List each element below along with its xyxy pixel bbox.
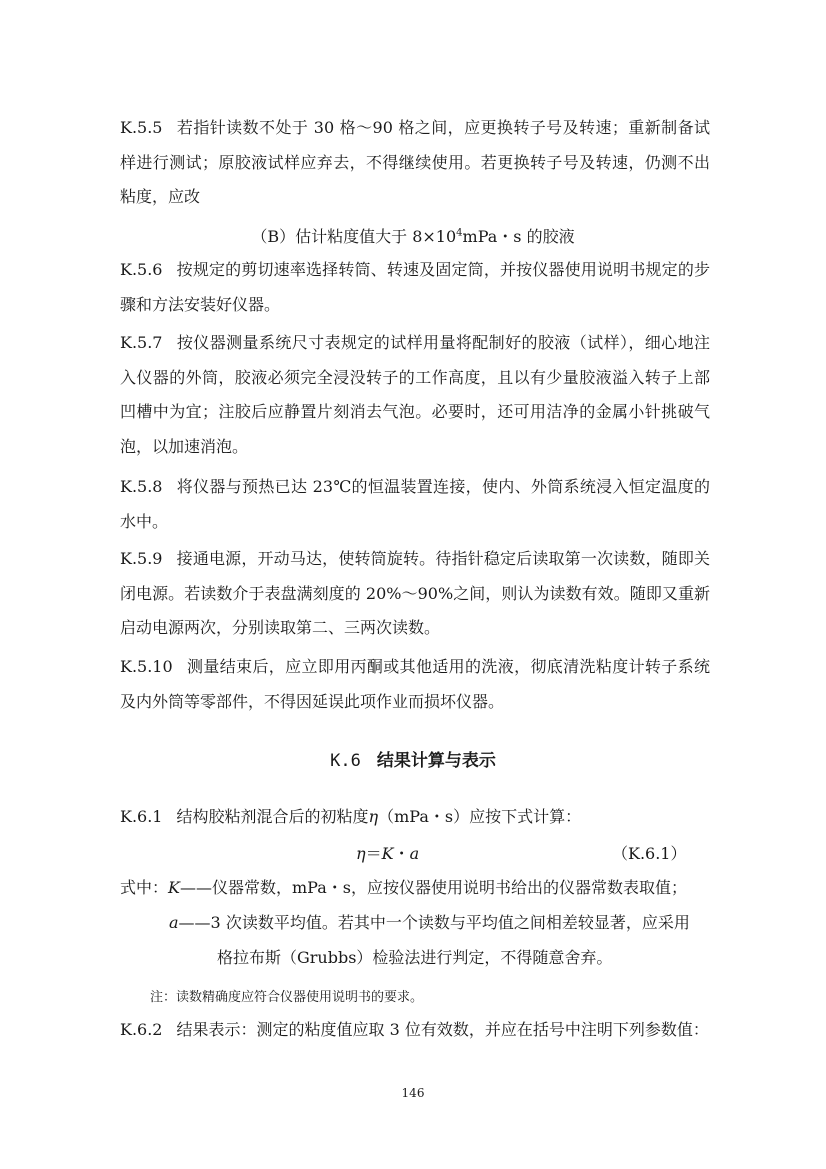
clause-text: 将仪器与预热已达 23℃的恒温装置连接，使内、外筒系统浸入恒定温度的水中。 (120, 477, 710, 531)
section-title: 结果计算与表示 (376, 751, 496, 771)
clause-k5-6 (120, 253, 710, 322)
clause-number: K.5.5 (120, 118, 163, 137)
clause-text-a: 结构胶粘剂混合后的初粘度 (176, 807, 369, 826)
formula-a: a (409, 844, 420, 863)
formula-dot: ・ (393, 844, 410, 863)
definition-a-text: ——3 次读数平均值。若其中一个读数与平均值之间相差较显著，应采用 (178, 913, 690, 932)
definition-k-symbol: K (168, 878, 180, 897)
clause-text: 若指针读数不处于 30 格～90 格之间，应更换转子号及转速；重新制备试样进行测试；原胶液试样应弃去，不得继续使用。若更换转子号及转速，仍测不出粘度，应改 (120, 118, 710, 206)
formula-equals: ＝ (365, 844, 382, 863)
subheading-b (0, 224, 826, 247)
clause-number: K.5.9 (120, 549, 163, 568)
definition-prefix: 式中： (120, 878, 169, 897)
definition-k-text: ——仪器常数，mPa・s，应按仪器使用说明书给出的仪器常数表取值； (179, 878, 687, 897)
clause-text: 按仪器测量系统尺寸表规定的试样用量将配制好的胶液（试样），细心地注入仪器的外筒，胶液必须完全浸没转子的工作高度，且以有少量胶液溢入转子上部凹槽中为宜；注胶后应静置片刻消去气泡。必要时，还可用洁净的金属小针挑破气泡，以加速消泡。 (120, 333, 710, 456)
clause-number: K.5.6 (120, 260, 163, 279)
clause-number: K.6.2 (120, 1020, 163, 1039)
clause-k5-5 (120, 111, 710, 215)
formula-lhs: η (356, 844, 366, 863)
clause-text: 结果表示：测定的粘度值应取 3 位有效数，并应在括号中注明下列参数值： (176, 1020, 709, 1039)
eta-symbol: η (368, 807, 379, 826)
note: 注：读数精确度应符合仪器使用说明书的要求。 (150, 990, 424, 1005)
clause-number: K.5.10 (120, 657, 173, 676)
clause-text: 测量结束后，应立即用丙酮或其他适用的洗液，彻底清洗粘度计转子系统及内外筒等零部件，不得因延误此项作业而损坏仪器。 (120, 657, 710, 711)
clause-k6-1 (120, 800, 710, 835)
clause-number: K.6.1 (120, 807, 163, 826)
formula-k6-1 (356, 841, 419, 864)
subheading-prefix: （B）估计粘度值大于 8×10 (251, 227, 457, 246)
section-number: K.6 (330, 751, 361, 771)
clause-k6-2 (120, 1013, 710, 1048)
formula-label: （K.6.1） (612, 844, 687, 863)
page-number: 146 (401, 1086, 425, 1100)
definition-a (169, 906, 690, 941)
clause-k5-7 (120, 326, 710, 464)
section-heading-k6 (0, 746, 826, 771)
definition-a-symbol: a (169, 913, 179, 932)
clause-number: K.5.8 (120, 477, 163, 496)
definition-k (120, 871, 687, 906)
clause-k5-9 (120, 542, 710, 646)
clause-k5-8 (120, 470, 710, 539)
clause-text: 按规定的剪切速率选择转筒、转速及固定筒，并按仪器使用说明书规定的步骤和方法安装好仪器。 (120, 260, 710, 314)
clause-text: 接通电源，开动马达，使转筒旋转。待指针稳定后读取第一次读数，随即关闭电源。若读数介于表盘满刻度的 20%～90%之间，则认为读数有效。随即又重新启动电源两次，分别读取第二、三两次读数。 (120, 549, 710, 637)
clause-k5-10 (120, 650, 710, 719)
formula-k: K (381, 844, 394, 863)
clause-text-b: （mPa・s）应按下式计算： (378, 807, 582, 826)
subheading-suffix: mPa・s 的胶液 (462, 227, 575, 246)
clause-number: K.5.7 (120, 333, 163, 352)
definition-a-continued: 格拉布斯（Grubbs）检验法进行判定，不得随意舍弃。 (217, 948, 613, 967)
subheading-exponent: 4 (456, 227, 463, 239)
